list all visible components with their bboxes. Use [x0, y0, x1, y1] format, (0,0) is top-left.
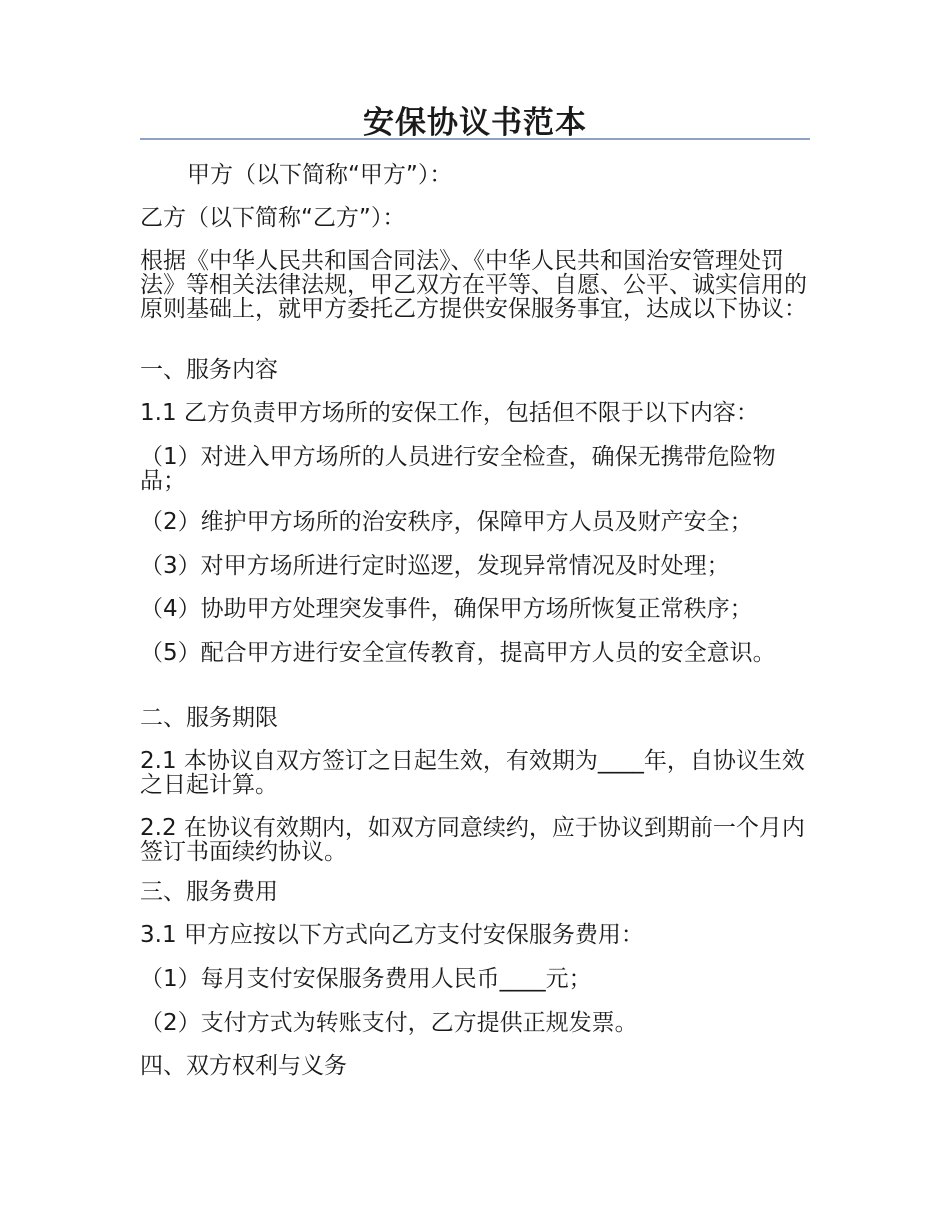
clause-1-1-item-5: （5）配合甲方进行安全宣传教育，提高甲方人员的安全意识。 — [140, 640, 776, 666]
section-heading-4: 四、双方权利与义务 — [140, 1053, 347, 1079]
section-heading-3: 三、服务费用 — [140, 879, 278, 905]
title-underline — [140, 138, 810, 140]
clause-1-1-item-3: （3）对甲方场所进行定时巡逻，发现异常情况及时处理； — [140, 553, 730, 579]
clause-1-1: 1.1 乙方负责甲方场所的安保工作，包括但不限于以下内容： — [140, 400, 759, 426]
clause-3-1-item-1: （1）每月支付安保服务费用人民币____元； — [140, 966, 592, 992]
section-heading-2: 二、服务期限 — [140, 705, 278, 731]
party-a-line: 甲方（以下简称“甲方”）： — [187, 162, 453, 188]
clause-3-1: 3.1 甲方应按以下方式向乙方支付安保服务费用： — [140, 922, 644, 948]
clause-1-1-item-2: （2）维护甲方场所的治安秩序，保障甲方人员及财产安全； — [140, 509, 753, 535]
document-title: 安保协议书范本 — [363, 105, 587, 141]
clause-1-1-item-4: （4）协助甲方处理突发事件，确保甲方场所恢复正常秩序； — [140, 596, 753, 622]
party-b-line: 乙方（以下简称“乙方”）： — [140, 205, 406, 231]
clause-1-1-item-1: （1）对进入甲方场所的人员进行安全检查，确保无携带危险物品； — [140, 444, 776, 494]
clause-2-1: 2.1 本协议自双方签订之日起生效，有效期为____年，自协议生效之日起计算。 — [140, 748, 805, 798]
section-heading-1: 一、服务内容 — [140, 357, 278, 383]
preamble-paragraph: 根据《中华人民共和国合同法》、《中华人民共和国治安管理处罚法》等相关法律法规，甲乙双方在平等、自愿、公平、诚实信用的原则基础上，就甲方委托乙方提供安保服务事宜，达成以下协议： — [140, 248, 807, 322]
clause-3-1-item-2: （2）支付方式为转账支付，乙方提供正规发票。 — [140, 1010, 638, 1036]
clause-2-2: 2.2 在协议有效期内，如双方同意续约，应于协议到期前一个月内签订书面续约协议。 — [140, 815, 805, 865]
